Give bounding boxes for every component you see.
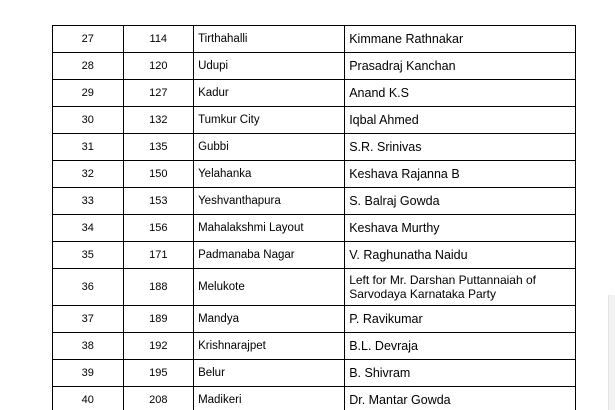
candidate-name-cell: Iqbal Ahmed bbox=[345, 107, 576, 134]
constituency-name-cell: Yeshvanthapura bbox=[194, 188, 345, 215]
table-row bbox=[53, 215, 576, 242]
constituency-number-cell: 153 bbox=[123, 188, 194, 215]
constituency-number-cell: 188 bbox=[123, 269, 194, 306]
serial-number-cell: 31 bbox=[53, 134, 124, 161]
constituency-name-cell: Gubbi bbox=[194, 134, 345, 161]
table-row bbox=[53, 134, 576, 161]
table-row bbox=[53, 387, 576, 410]
candidate-name-cell: Keshava Rajanna B bbox=[345, 161, 576, 188]
candidate-name-cell: Keshava Murthy bbox=[345, 215, 576, 242]
constituency-number-cell: 135 bbox=[123, 134, 194, 161]
constituency-name-cell: Kadur bbox=[194, 80, 345, 107]
constituency-name-cell: Tumkur City bbox=[194, 107, 345, 134]
serial-number-cell: 38 bbox=[53, 333, 124, 360]
serial-number-cell: 30 bbox=[53, 107, 124, 134]
constituency-name-cell: Padmanaba Nagar bbox=[194, 242, 345, 269]
serial-number-cell: 33 bbox=[53, 188, 124, 215]
table-row bbox=[53, 269, 576, 306]
candidate-name-cell: S. Balraj Gowda bbox=[345, 188, 576, 215]
constituency-number-cell: 171 bbox=[123, 242, 194, 269]
candidate-name-cell: Left for Mr. Darshan Puttannaiah of Sarvodaya Karnataka Party bbox=[345, 269, 576, 306]
table-row bbox=[53, 80, 576, 107]
serial-number-cell: 32 bbox=[53, 161, 124, 188]
serial-number-cell: 37 bbox=[53, 306, 124, 333]
candidate-name-cell: B.L. Devraja bbox=[345, 333, 576, 360]
table-row bbox=[53, 242, 576, 269]
candidate-name-cell: Kimmane Rathnakar bbox=[345, 26, 576, 53]
constituency-number-cell: 156 bbox=[123, 215, 194, 242]
constituency-name-cell: Madikeri bbox=[194, 387, 345, 410]
constituency-number-cell: 192 bbox=[123, 333, 194, 360]
table-row bbox=[53, 53, 576, 80]
constituency-name-cell: Udupi bbox=[194, 53, 345, 80]
table-row bbox=[53, 26, 576, 53]
candidate-name-cell: V. Raghunatha Naidu bbox=[345, 242, 576, 269]
table-row bbox=[53, 333, 576, 360]
serial-number-cell: 34 bbox=[53, 215, 124, 242]
table-row bbox=[53, 107, 576, 134]
constituency-name-cell: Mandya bbox=[194, 306, 345, 333]
page-edge-shadow bbox=[608, 295, 615, 410]
candidate-name-cell: Anand K.S bbox=[345, 80, 576, 107]
constituency-number-cell: 189 bbox=[123, 306, 194, 333]
constituency-number-cell: 195 bbox=[123, 360, 194, 387]
table-row bbox=[53, 360, 576, 387]
constituency-name-cell: Tirthahalli bbox=[194, 26, 345, 53]
constituency-name-cell: Yelahanka bbox=[194, 161, 345, 188]
constituency-name-cell: Krishnarajpet bbox=[194, 333, 345, 360]
constituency-number-cell: 127 bbox=[123, 80, 194, 107]
candidate-name-cell: S.R. Srinivas bbox=[345, 134, 576, 161]
constituency-number-cell: 150 bbox=[123, 161, 194, 188]
constituency-name-cell: Mahalakshmi Layout bbox=[194, 215, 345, 242]
candidate-name-cell: Dr. Mantar Gowda bbox=[345, 387, 576, 410]
constituency-number-cell: 132 bbox=[123, 107, 194, 134]
constituency-number-cell: 120 bbox=[123, 53, 194, 80]
constituency-number-cell: 208 bbox=[123, 387, 194, 410]
serial-number-cell: 28 bbox=[53, 53, 124, 80]
constituency-name-cell: Melukote bbox=[194, 269, 345, 306]
table-row bbox=[53, 161, 576, 188]
table-body bbox=[53, 26, 576, 410]
serial-number-cell: 27 bbox=[53, 26, 124, 53]
serial-number-cell: 35 bbox=[53, 242, 124, 269]
serial-number-cell: 36 bbox=[53, 269, 124, 306]
table-row bbox=[53, 188, 576, 215]
constituency-number-cell: 114 bbox=[123, 26, 194, 53]
candidate-name-cell: B. Shivram bbox=[345, 360, 576, 387]
serial-number-cell: 39 bbox=[53, 360, 124, 387]
serial-number-cell: 29 bbox=[53, 80, 124, 107]
candidate-name-cell: P. Ravikumar bbox=[345, 306, 576, 333]
constituency-name-cell: Belur bbox=[194, 360, 345, 387]
candidate-name-cell: Prasadraj Kanchan bbox=[345, 53, 576, 80]
candidate-list-table bbox=[52, 25, 576, 410]
serial-number-cell: 40 bbox=[53, 387, 124, 410]
table-row bbox=[53, 306, 576, 333]
